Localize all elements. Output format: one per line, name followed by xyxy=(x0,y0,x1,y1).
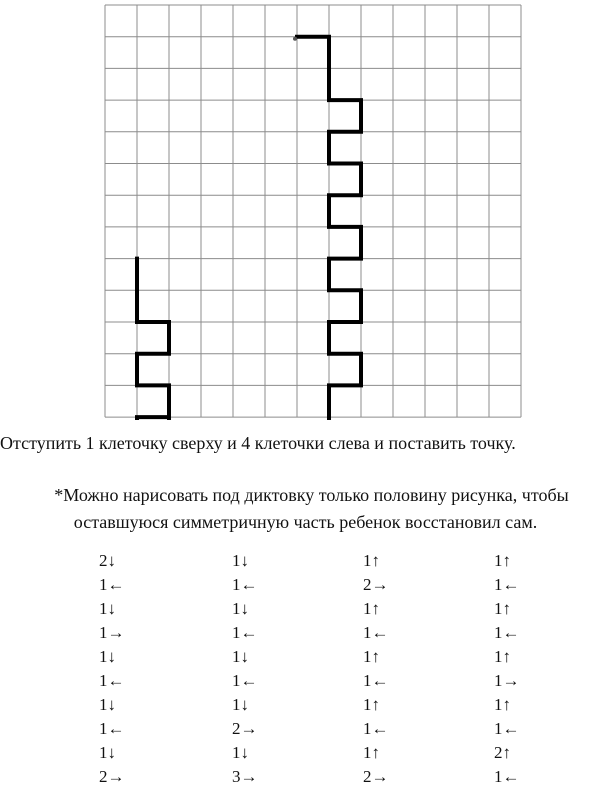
step: 1↑ xyxy=(363,551,380,570)
step: 2→ xyxy=(232,719,258,738)
step: 1← xyxy=(232,623,258,642)
step: 1← xyxy=(99,719,125,738)
dictation-column-2 xyxy=(232,549,258,789)
step: 1→ xyxy=(494,671,520,690)
step: 1← xyxy=(99,575,125,594)
step: 1↓ xyxy=(232,743,249,762)
step: 1↑ xyxy=(494,647,511,666)
step: 3→ xyxy=(232,767,258,786)
step: 1↑ xyxy=(494,599,511,618)
dictation-columns xyxy=(0,549,611,799)
step: 1↓ xyxy=(99,695,116,714)
step: 2→ xyxy=(363,575,389,594)
step: 1↓ xyxy=(232,599,249,618)
note xyxy=(0,482,611,536)
step: 2→ xyxy=(99,767,125,786)
step: 1← xyxy=(363,623,389,642)
step: 2↓ xyxy=(99,551,116,570)
step: 1↑ xyxy=(363,743,380,762)
step: 1← xyxy=(494,719,520,738)
note-line-1: *Можно нарисовать под диктовку только половину рисунка, чтобы xyxy=(54,485,569,505)
step: 1← xyxy=(232,671,258,690)
step: 1↓ xyxy=(99,599,116,618)
start-dot xyxy=(293,37,297,41)
step: 1↑ xyxy=(363,647,380,666)
step: 1↓ xyxy=(99,647,116,666)
note-line-2: оставшуюся симметричную часть ребенок восстановил сам. xyxy=(73,512,538,532)
step: 1↓ xyxy=(232,647,249,666)
step: 1← xyxy=(99,671,125,690)
step: 1↓ xyxy=(232,695,249,714)
dictation-column-4 xyxy=(494,549,520,789)
step: 1↓ xyxy=(99,743,116,762)
step: 1← xyxy=(363,719,389,738)
christmas-tree-outline xyxy=(137,37,361,420)
step: 1↓ xyxy=(232,551,249,570)
dictation-column-1 xyxy=(99,549,125,789)
step: 1→ xyxy=(99,623,125,642)
step: 2↑ xyxy=(494,743,511,762)
step: 1↑ xyxy=(363,599,380,618)
step: 2→ xyxy=(363,767,389,786)
step: 1← xyxy=(232,575,258,594)
step: 1← xyxy=(494,767,520,786)
step: 1↑ xyxy=(363,695,380,714)
step: 1↑ xyxy=(494,551,511,570)
dictation-column-3 xyxy=(363,549,389,789)
step: 1← xyxy=(494,575,520,594)
step: 1↑ xyxy=(494,695,511,714)
instruction-text: Отступить 1 клеточку сверху и 4 клеточки слева и поставить точку. xyxy=(0,433,516,453)
step: 1← xyxy=(363,671,389,690)
step: 1← xyxy=(494,623,520,642)
